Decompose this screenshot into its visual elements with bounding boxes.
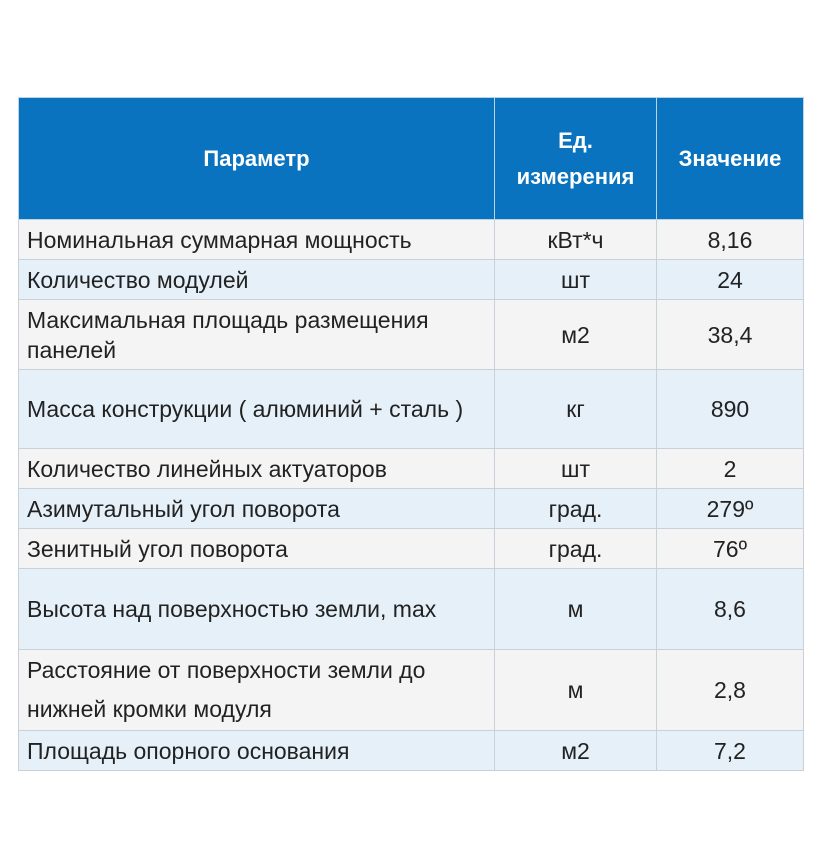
table-row bbox=[19, 731, 804, 771]
param-cell: Азимутальный угол поворота bbox=[19, 489, 495, 529]
unit-cell: шт bbox=[495, 260, 657, 300]
table-row bbox=[19, 650, 804, 731]
param-cell: Площадь опорного основания bbox=[19, 731, 495, 771]
value-cell: 8,6 bbox=[657, 569, 804, 650]
unit-cell: шт bbox=[495, 449, 657, 489]
value-cell: 7,2 bbox=[657, 731, 804, 771]
unit-cell: м bbox=[495, 569, 657, 650]
table-row bbox=[19, 220, 804, 260]
param-cell: Максимальная площадь размещения панелей bbox=[19, 300, 495, 370]
param-cell: Высота над поверхностью земли, max bbox=[19, 569, 495, 650]
table-row bbox=[19, 260, 804, 300]
param-cell: Количество модулей bbox=[19, 260, 495, 300]
value-cell: 24 bbox=[657, 260, 804, 300]
value-cell: 279º bbox=[657, 489, 804, 529]
value-cell: 890 bbox=[657, 370, 804, 449]
value-cell: 8,16 bbox=[657, 220, 804, 260]
unit-cell: кВт*ч bbox=[495, 220, 657, 260]
param-cell: Номинальная суммарная мощность bbox=[19, 220, 495, 260]
value-cell: 38,4 bbox=[657, 300, 804, 370]
table-row bbox=[19, 300, 804, 370]
value-cell: 2 bbox=[657, 449, 804, 489]
table-row bbox=[19, 569, 804, 650]
param-cell: Зенитный угол поворота bbox=[19, 529, 495, 569]
table-row bbox=[19, 529, 804, 569]
specs-table bbox=[18, 97, 804, 771]
param-cell: Расстояние от поверхности земли до нижней кромки модуля bbox=[19, 650, 495, 731]
header-value: Значение bbox=[657, 98, 804, 220]
table-header-row bbox=[19, 98, 804, 220]
unit-cell: м2 bbox=[495, 731, 657, 771]
value-cell: 2,8 bbox=[657, 650, 804, 731]
table-row bbox=[19, 489, 804, 529]
unit-cell: м bbox=[495, 650, 657, 731]
unit-cell: кг bbox=[495, 370, 657, 449]
header-unit: Ед. измерения bbox=[495, 98, 657, 220]
param-cell: Масса конструкции ( алюминий + сталь ) bbox=[19, 370, 495, 449]
unit-cell: м2 bbox=[495, 300, 657, 370]
unit-cell: град. bbox=[495, 489, 657, 529]
table-row bbox=[19, 370, 804, 449]
value-cell: 76º bbox=[657, 529, 804, 569]
specs-table-container bbox=[18, 97, 803, 771]
header-param: Параметр bbox=[19, 98, 495, 220]
table-row bbox=[19, 449, 804, 489]
param-cell: Количество линейных актуаторов bbox=[19, 449, 495, 489]
unit-cell: град. bbox=[495, 529, 657, 569]
